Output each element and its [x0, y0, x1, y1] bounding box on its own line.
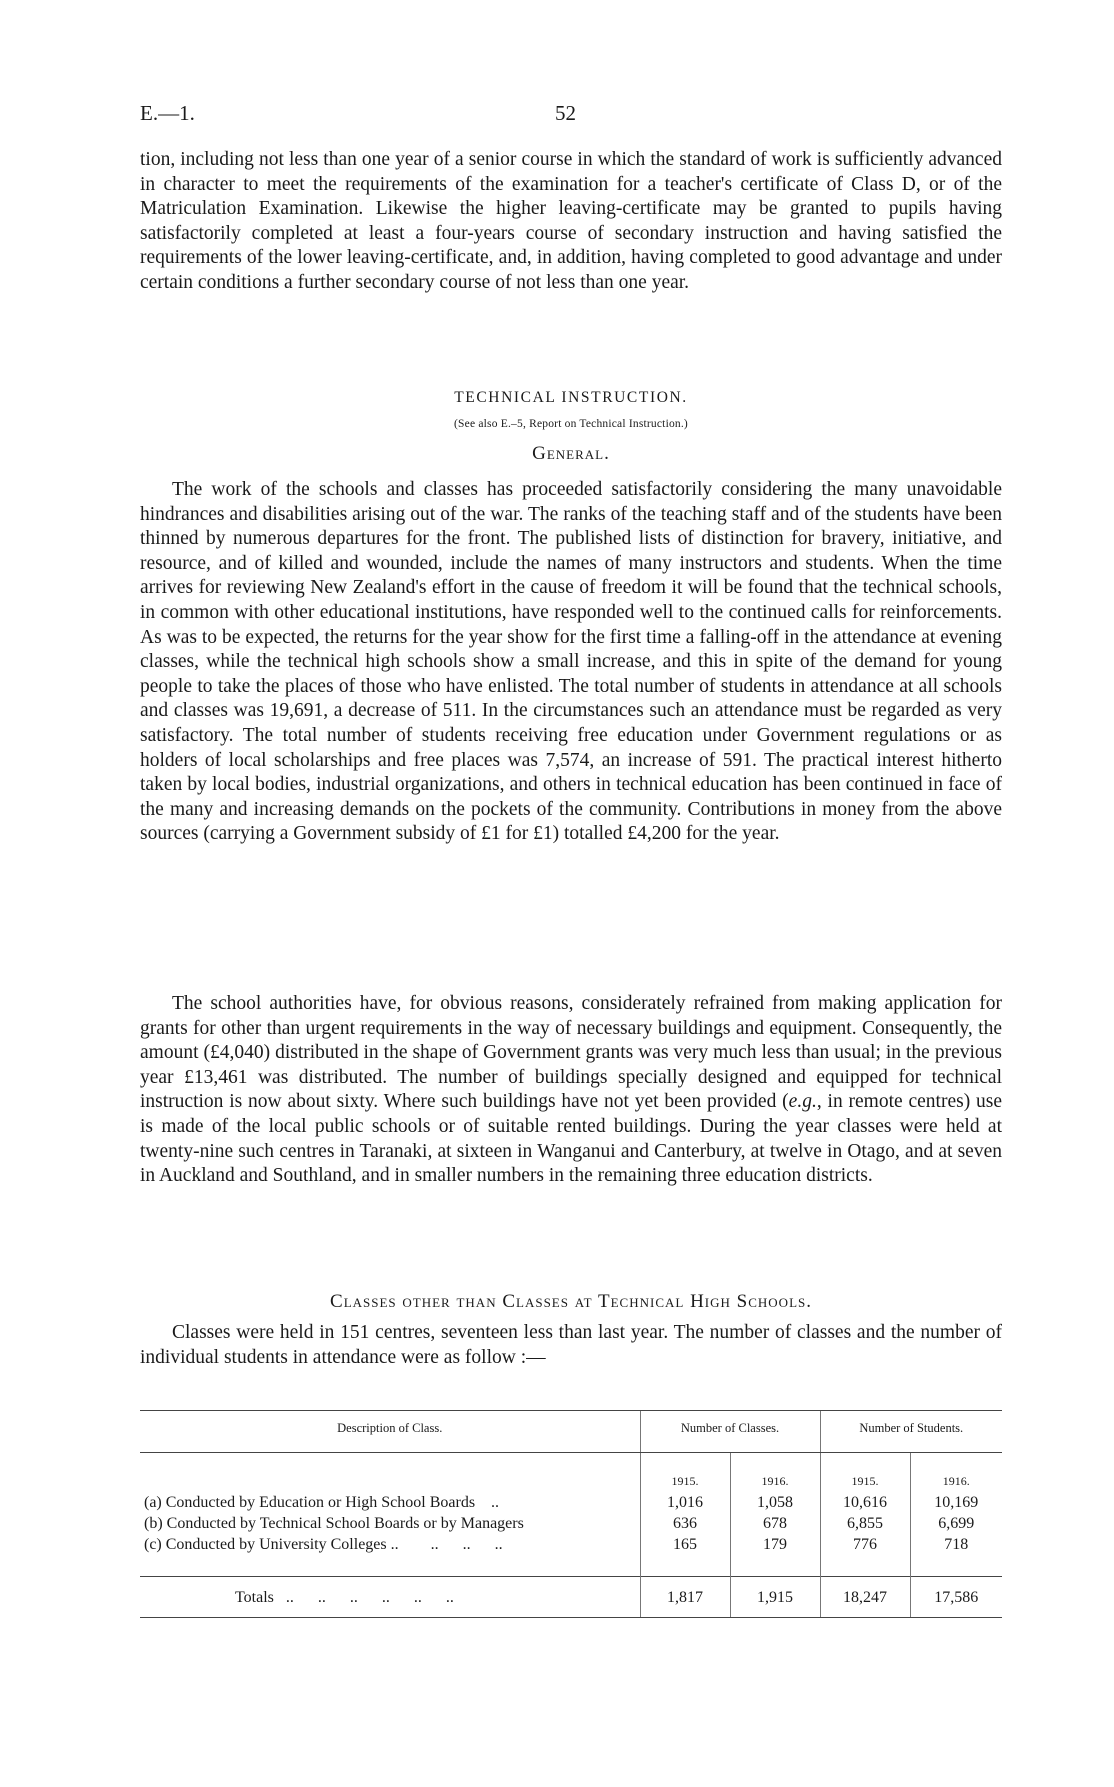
total-students-1916: 17,586 [910, 1577, 1002, 1618]
total-students-1915: 18,247 [820, 1577, 910, 1618]
table-header-row [140, 1411, 1002, 1453]
row-label: (b) Conducted by Technical School Boards or by Managers [144, 1515, 524, 1532]
school-authorities-paragraph-block [140, 992, 1002, 1189]
see-also-note: (See also E.–5, Report on Technical Instruction.) [454, 418, 688, 430]
students-1916-cell: 10,169 [910, 1492, 1002, 1513]
students-1916-cell: 6,699 [910, 1513, 1002, 1534]
total-classes-1915: 1,817 [640, 1577, 730, 1618]
row-label: (c) Conducted by University Colleges .. .. .. .. [144, 1536, 503, 1553]
students-1915-cell: 10,616 [820, 1492, 910, 1513]
students-1915-cell: 776 [820, 1534, 910, 1555]
totals-label: Totals .. .. .. .. .. .. [140, 1577, 640, 1618]
classes-statistics-table [140, 1410, 1002, 1618]
classes-1915-cell: 636 [640, 1513, 730, 1534]
table-row [140, 1492, 1002, 1513]
classes-1916-cell: 678 [730, 1513, 820, 1534]
students-1915-cell: 6,855 [820, 1513, 910, 1534]
year-cell: 1916. [910, 1453, 1002, 1493]
classes-1915-cell: 1,016 [640, 1492, 730, 1513]
header-number-of-classes: Number of Classes. [640, 1411, 820, 1453]
total-classes-1916: 1,915 [730, 1577, 820, 1618]
subheading-general: General. [532, 443, 610, 464]
year-row [140, 1453, 1002, 1493]
document-reference: E.—1. [140, 101, 195, 125]
leader-dots: .. [491, 1494, 500, 1511]
header-description: Description of Class. [140, 1411, 640, 1453]
classes-paragraph-block [140, 1321, 1002, 1370]
opening-paragraph: tion, including not less than one year of a senior course in which the standard of work is sufficiently advanced in character to meet the requirements of the examination for a teacher's certificate of Class D, or of the Matriculation Examination. Likewise the higher leaving-certificate may be granted to pupils having satisfactorily completed at least a four-years course of secondary instruction and having satisfied the requirements of the lower leaving-certificate, and, in addition, having completed to good advantage and under certain conditions a further secondary course of not less than one year. [140, 149, 1002, 293]
classes-1915-cell: 165 [640, 1534, 730, 1555]
school-authorities-paragraph [140, 992, 1002, 1189]
students-1916-cell: 718 [910, 1534, 1002, 1555]
classes-paragraph: Classes were held in 151 centres, seventeen less than last year. The number of classes and the number of individual students in attendance were as follow :— [140, 1322, 1002, 1368]
header-number-of-students: Number of Students. [820, 1411, 1002, 1453]
leader-dots: .. .. .. .. .. .. [285, 1588, 454, 1606]
year-cell: 1915. [820, 1453, 910, 1493]
school-paragraph-eg: e.g. [788, 1091, 817, 1113]
running-head [140, 101, 1000, 127]
table-row [140, 1513, 1002, 1534]
page-number: 52 [555, 101, 576, 125]
section-heading-technical: TECHNICAL INSTRUCTION. [454, 389, 688, 406]
table-row [140, 1534, 1002, 1555]
classes-1916-cell: 179 [730, 1534, 820, 1555]
year-cell: 1915. [640, 1453, 730, 1493]
leader-dots: .. .. .. [430, 1536, 503, 1553]
totals-row [140, 1577, 1002, 1618]
school-paragraph-part-a: The school authorities have, for obvious reasons, considerately refrained from making application for grants for other than urgent requirements in the way of necessary buildings and equipment. Consequently, the amount (£4,040) distributed in the shape of Government grants was very much less than usual; in the previous year £13,461 was distributed. The number of buildings specially designed and equipped for technical instruction is now about sixty. Where such buildings have not yet been provided ( [140, 993, 1002, 1113]
general-paragraph-block [140, 478, 1002, 847]
year-cell: 1916. [730, 1453, 820, 1493]
classes-1916-cell: 1,058 [730, 1492, 820, 1513]
school-paragraph-part-b: , in remote centres) use is made of the local public schools or of suitable rented buildings. During the year classes were held at twenty-nine such centres in Taranaki, at sixteen in Wanganui and Canterbury, at twelve in Otago, and at seven in Auckland and Southland, and in smaller numbers in the remaining three education districts. [140, 1091, 1003, 1187]
section-heading-classes: Classes other than Classes at Technical High Schools. [330, 1291, 812, 1312]
opening-paragraph-block [140, 148, 1002, 296]
general-paragraph: The work of the schools and classes has proceeded satisfactorily considering the many unavoidable hindrances and disabilities arising out of the war. The ranks of the teaching staff and of the students have been thinned by numerous departures for the front. The published lists of distinction for bravery, initiative, and resource, and of killed and wounded, include the names of many instructors and students. When the time arrives for reviewing New Zealand's effort in the cause of freedom it will be found that the technical schools, in common with other educational institutions, have responded well to the continued calls for reinforcements. As was to be expected, the returns for the year show for the first time a falling-off in the attendance at evening classes, while the technical high schools show a small increase, and this in spite of the demand for young people to take the places of those who have enlisted. The total number of students in attendance at all schools and classes was 19,691, a decrease of 511. In the circumstances such an attendance must be regarded as very satisfactory. The total number of students receiving free education under Government regulations or as holders of local scholarships and free places was 7,574, an increase of 591. The practical interest hitherto taken by local bodies, industrial organizations, and others in technical education has been continued in face of the many and increasing demands on the pockets of the community. Contributions in money from the above sources (carrying a Government subsidy of £1 for £1) totalled £4,200 for the year. [140, 479, 1002, 845]
row-label: (a) Conducted by Education or High School Boards .. [144, 1494, 500, 1511]
